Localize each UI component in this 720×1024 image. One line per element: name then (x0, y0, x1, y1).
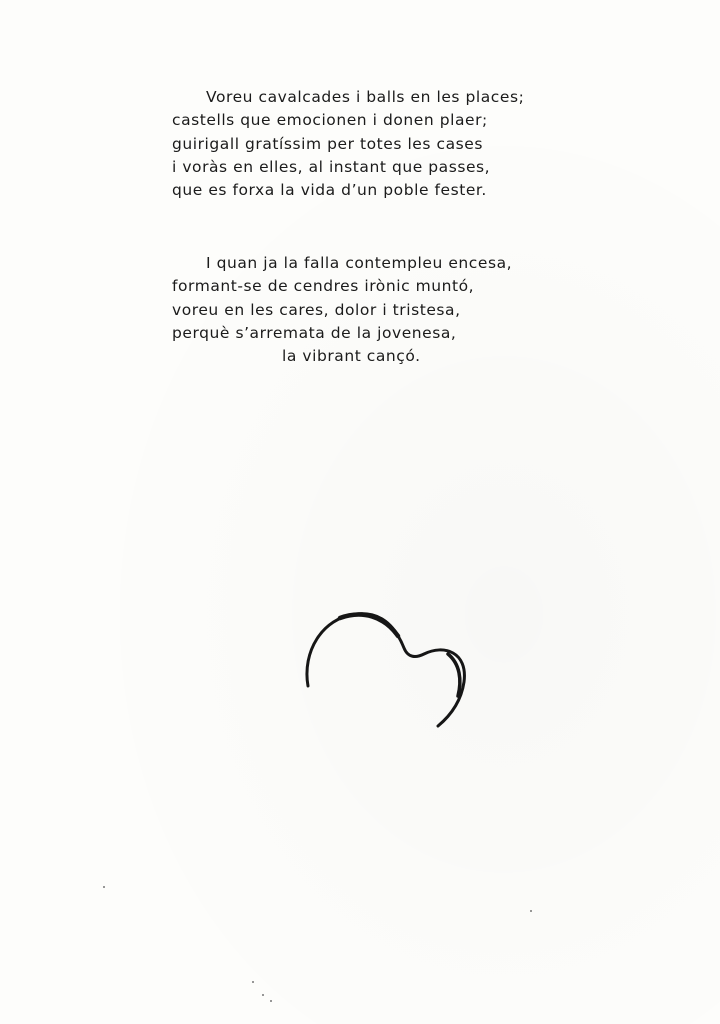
poem-line: la vibrant cançó. (282, 347, 421, 366)
print-speck (270, 1000, 272, 1002)
poem-line: voreu en les cares, dolor i tristesa, (172, 300, 461, 319)
poem-stanza-2 (172, 252, 592, 368)
print-speck (252, 981, 254, 983)
poem-line: i voràs en elles, al instant que passes, (172, 157, 491, 176)
poem-line: I quan ja la falla contempleu encesa, (206, 254, 513, 272)
print-speck (530, 910, 532, 912)
poem-line: Voreu cavalcades i balls en les places; (206, 88, 525, 106)
poem-line: guirigall gratíssim per totes les cases (172, 134, 483, 153)
poem-line: que es forxa la vida d’un poble fester. (172, 181, 487, 200)
print-speck (103, 886, 105, 888)
heart-swash-icon (300, 602, 470, 732)
poem-stanza-1 (172, 86, 592, 202)
poem-line: perquè s’arremata de la jovenesa, (172, 323, 457, 342)
poem-line: formant-se de cendres irònic muntó, (172, 277, 475, 296)
print-speck (262, 994, 264, 996)
poem-line: castells que emocionen i donen plaer; (172, 111, 488, 130)
